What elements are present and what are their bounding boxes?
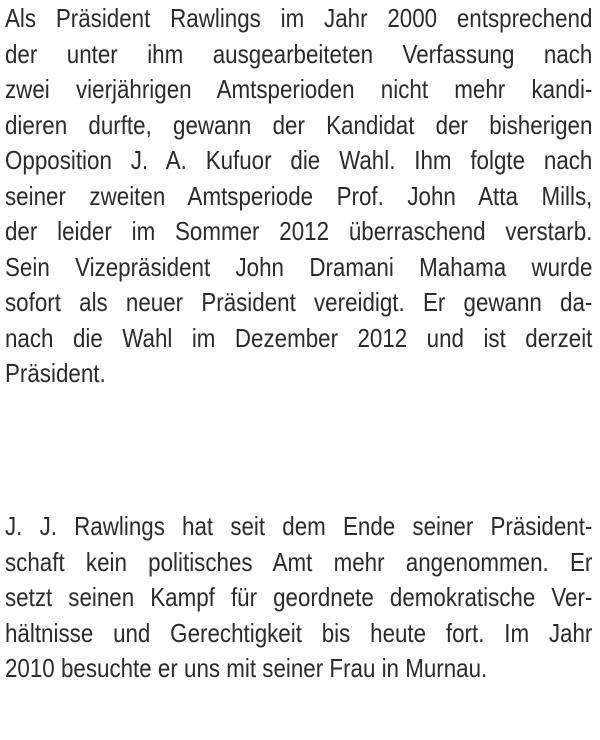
text-line: zwei vierjährigen Amtsperioden nicht mehr kandi- — [5, 74, 593, 104]
paragraph-2 — [5, 509, 600, 687]
text-line: J. J. Rawlings hat seit dem Ende seiner Präsident- — [5, 511, 593, 541]
paragraph-1 — [5, 1, 600, 392]
text-line: setzt seinen Kampf für geordnete demokratische Ver- — [5, 582, 593, 612]
text-line: Sein Vizepräsident John Dramani Mahama wurde — [5, 251, 593, 282]
text-line: der leider im Sommer 2012 überraschend verstarb. — [5, 216, 593, 246]
text-line: Präsident. — [5, 358, 106, 388]
text-line: dieren durfte, gewann der Kandidat der bisherigen — [5, 109, 593, 140]
text-line: hältnisse und Gerechtigkeit bis heute fort. Im Jahr — [5, 617, 593, 648]
text-line: seiner zweiten Amtsperiode Prof. John Atta Mills, — [5, 180, 593, 211]
text-line: sofort als neuer Präsident vereidigt. Er gewann da- — [5, 287, 593, 317]
text-line: nach die Wahl im Dezember 2012 und ist derzeit — [5, 322, 593, 353]
text-line: schaft kein politisches Amt mehr angenommen. Er — [5, 546, 593, 577]
text-line: 2010 besuchte er uns mit seiner Frau in Murnau. — [5, 653, 488, 683]
text-line: der unter ihm ausgearbeiteten Verfassung nach — [5, 38, 593, 69]
text-line: Opposition J. A. Kufuor die Wahl. Ihm folgte nach — [5, 145, 593, 175]
text-line: Als Präsident Rawlings im Jahr 2000 entsprechend — [5, 3, 593, 33]
